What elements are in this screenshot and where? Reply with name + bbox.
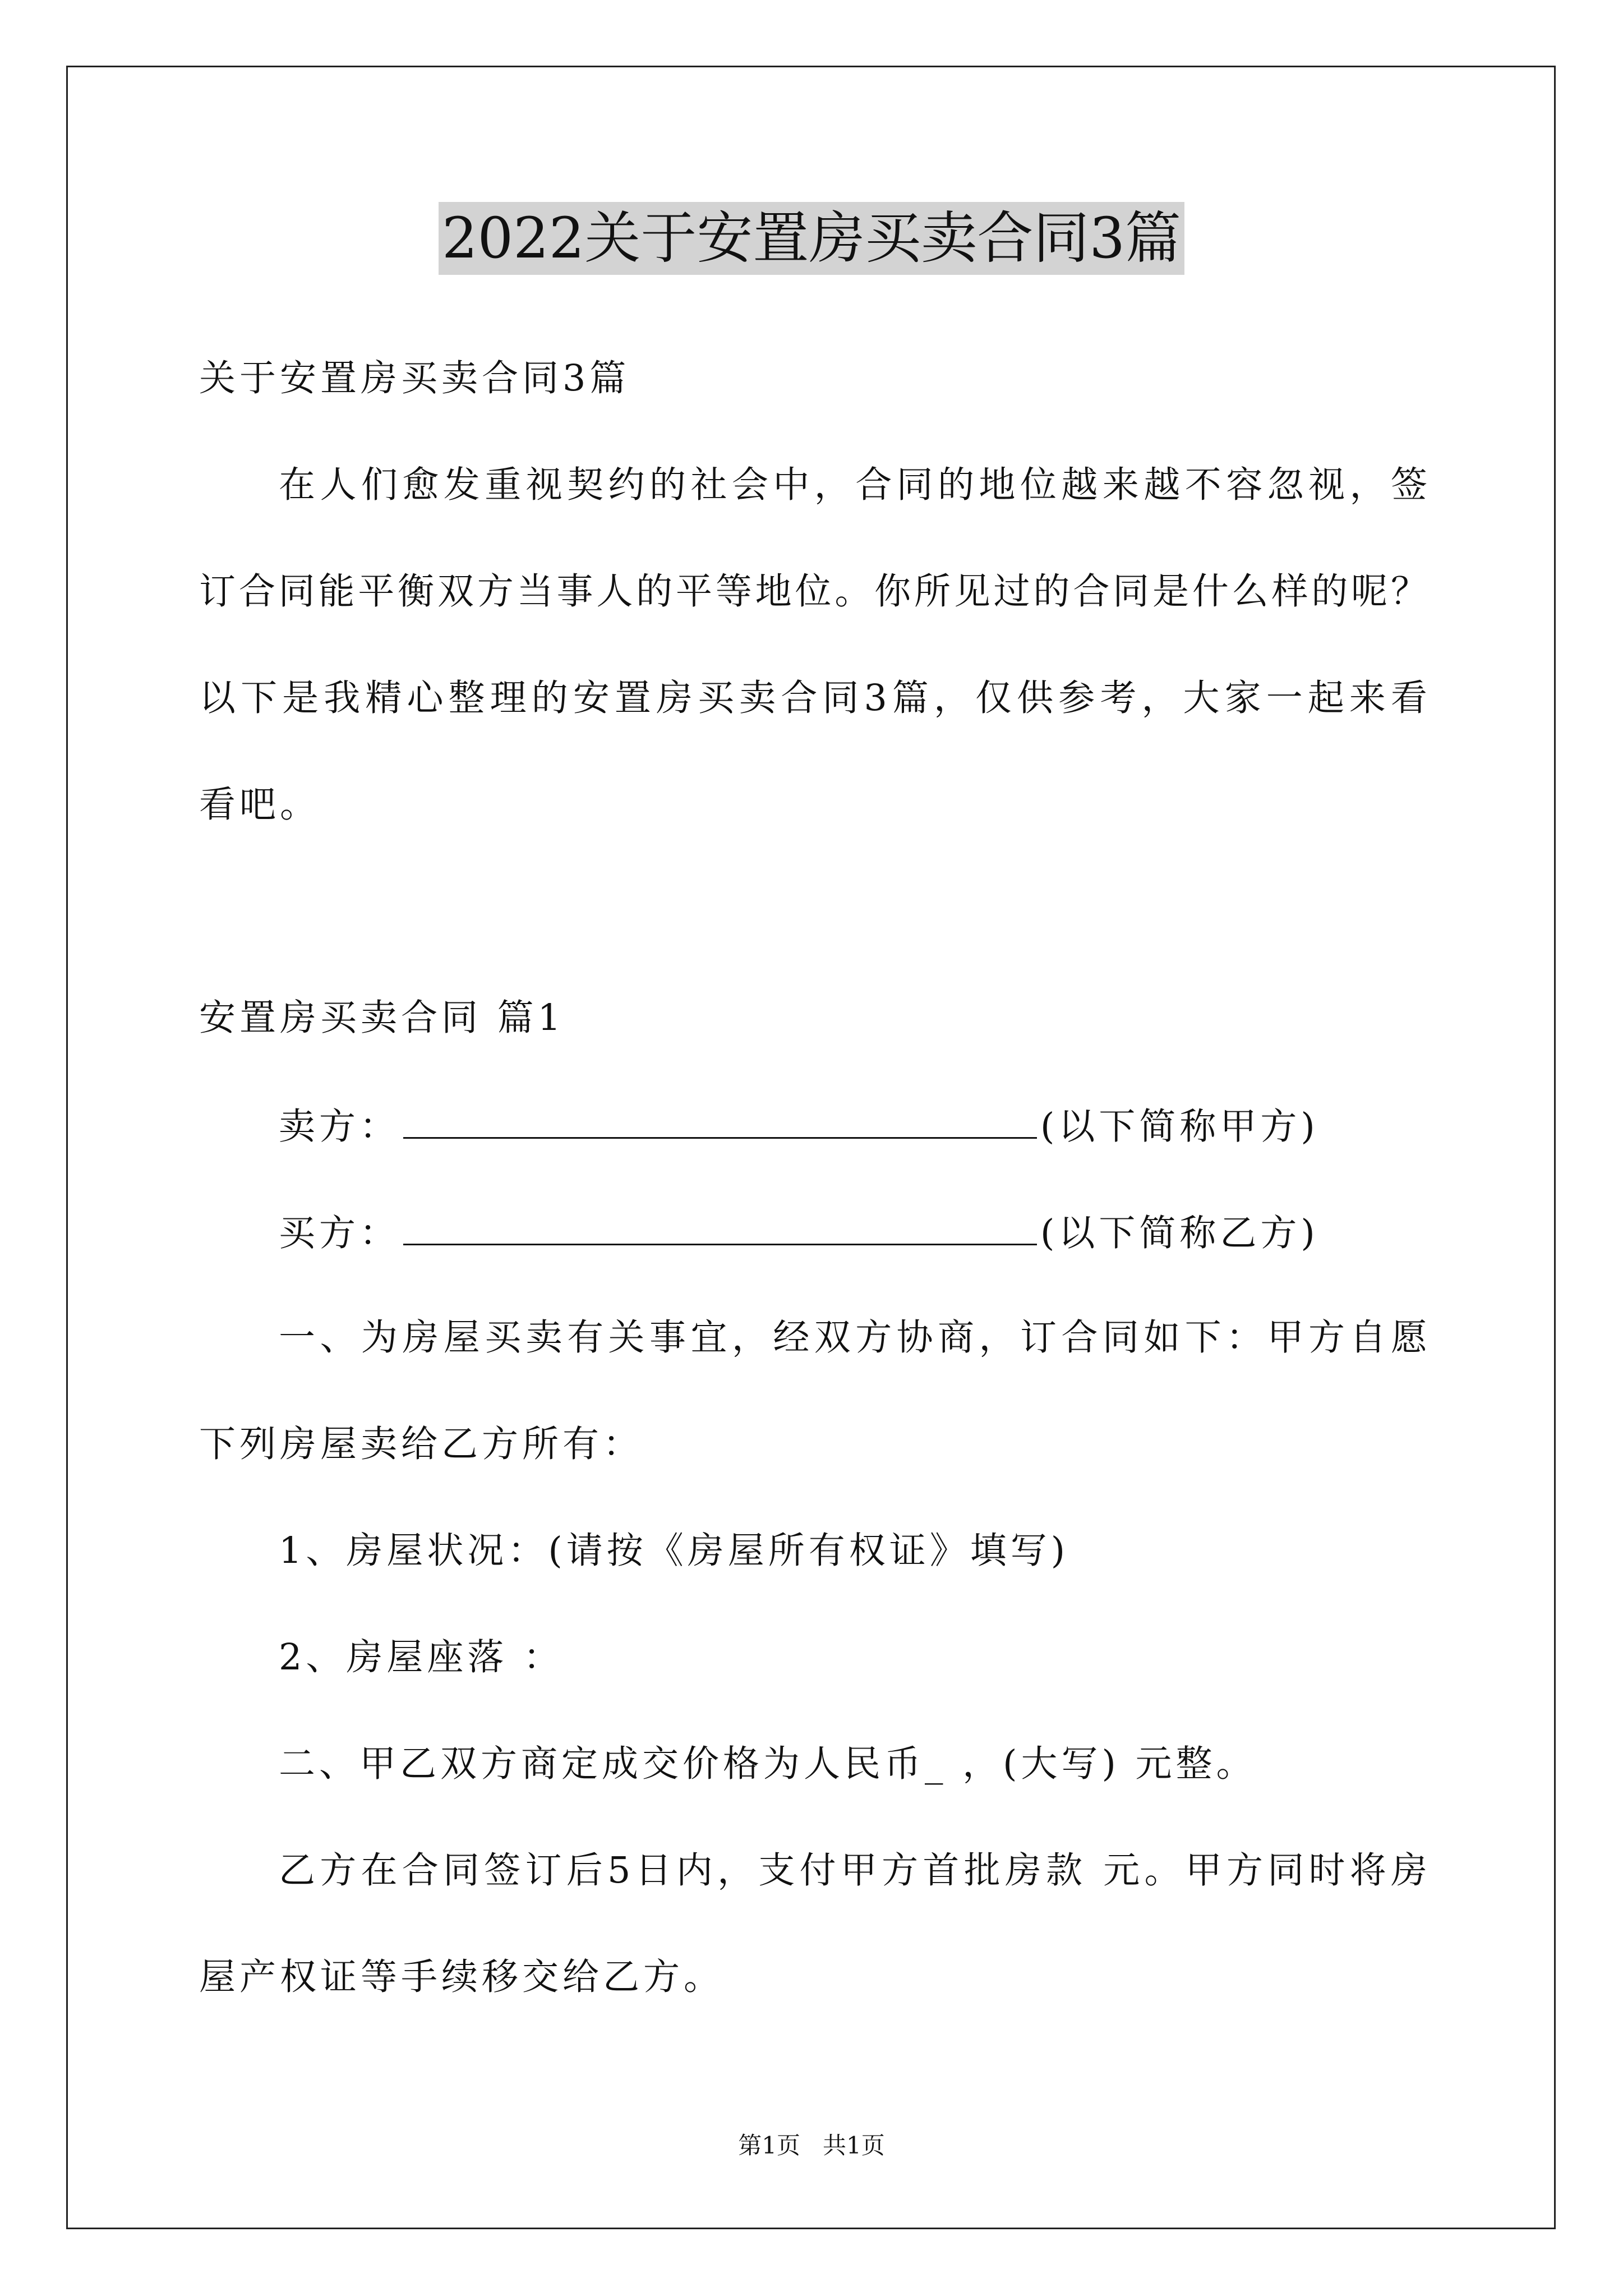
seller-label: 卖方： xyxy=(279,1106,400,1148)
buyer-line xyxy=(279,1209,1319,1256)
buyer-blank-field xyxy=(403,1209,1037,1245)
seller-line xyxy=(279,1102,1319,1149)
intro-line-1: 在人们愈发重视契约的社会中，合同的地位越来越不容忽视，签 xyxy=(279,464,1427,506)
seller-blank-field xyxy=(403,1102,1037,1139)
clause2-price: 二、甲乙双方商定成交价格为人民币_ ，(大写) 元整。 xyxy=(279,1743,1257,1785)
clause1-line-2: 下列房屋卖给乙方所有： xyxy=(199,1423,644,1465)
seller-suffix: (以下简称甲方) xyxy=(1040,1106,1319,1148)
document-title: 2022关于安置房买卖合同3篇 xyxy=(439,202,1184,275)
payment-line-1: 乙方在合同签订后5日内，支付甲方首批房款 元。甲方同时将房 xyxy=(279,1849,1427,1892)
buyer-suffix: (以下简称乙方) xyxy=(1040,1212,1319,1254)
item-house-status: 1、房屋状况：(请按《房屋所有权证》填写) xyxy=(279,1530,1069,1572)
intro-line-3: 以下是我精心整理的安置房买卖合同3篇，仅供参考，大家一起来看 xyxy=(199,677,1427,719)
intro-line-2: 订合同能平衡双方当事人的平等地位。你所见过的合同是什么样的呢？ xyxy=(199,570,1427,613)
buyer-label: 买方： xyxy=(279,1212,400,1254)
section-heading: 安置房买卖合同 篇1 xyxy=(199,997,565,1039)
clause1-line-1: 一、为房屋买卖有关事宜，经双方协商，订合同如下：甲方自愿 xyxy=(279,1317,1427,1359)
intro-line-4: 看吧。 xyxy=(199,784,321,826)
document-subtitle: 关于安置房买卖合同3篇 xyxy=(199,357,630,399)
payment-line-2: 屋产权证等手续移交给乙方。 xyxy=(199,1956,725,1998)
item-house-location: 2、房屋座落 ： xyxy=(279,1636,564,1678)
page-footer: 第1页 共1页 xyxy=(738,2132,885,2159)
title-container xyxy=(0,202,1623,275)
